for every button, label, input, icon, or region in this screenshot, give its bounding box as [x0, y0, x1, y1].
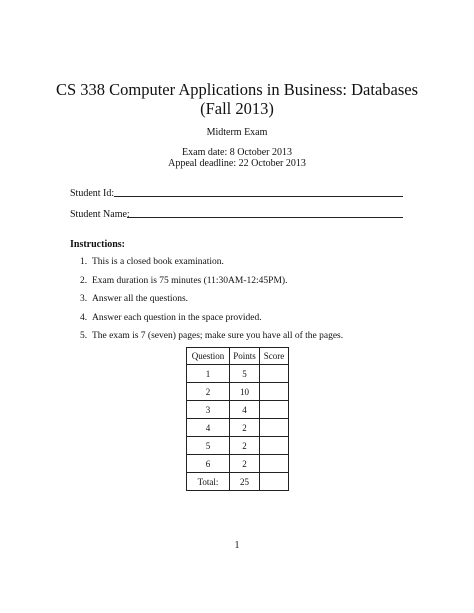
student-name-blank — [127, 217, 403, 218]
appeal-deadline: Appeal deadline: 22 October 2013 — [168, 158, 306, 169]
points-cell: 5 — [230, 365, 260, 383]
instruction-item — [80, 331, 343, 341]
score-cell — [260, 419, 289, 437]
question-cell: 6 — [187, 455, 230, 473]
total-points: 25 — [230, 473, 260, 491]
instruction-number: 4. — [80, 313, 88, 323]
score-cell — [260, 437, 289, 455]
points-cell: 4 — [230, 401, 260, 419]
instruction-item — [80, 313, 262, 323]
question-cell: 3 — [187, 401, 230, 419]
total-label: Total: — [187, 473, 230, 491]
points-cell: 2 — [230, 437, 260, 455]
instruction-item — [80, 294, 188, 304]
instruction-text: Answer each question in the space provided. — [92, 313, 262, 323]
page-number: 1 — [234, 540, 240, 551]
exam-date: Exam date: 8 October 2013 — [182, 147, 292, 158]
table-row — [187, 401, 289, 419]
total-score — [260, 473, 289, 491]
instruction-item — [80, 276, 287, 286]
question-cell: 4 — [187, 419, 230, 437]
question-cell: 5 — [187, 437, 230, 455]
instruction-number: 1. — [80, 257, 88, 267]
header-points: Points — [230, 348, 260, 365]
score-cell — [260, 365, 289, 383]
table-row — [187, 383, 289, 401]
question-cell: 1 — [187, 365, 230, 383]
score-cell — [260, 401, 289, 419]
total-row — [187, 473, 289, 491]
student-id-label: Student Id: — [70, 188, 115, 199]
table-row — [187, 419, 289, 437]
instruction-number: 2. — [80, 276, 88, 286]
points-cell: 2 — [230, 419, 260, 437]
term-title: (Fall 2013) — [200, 99, 274, 118]
instruction-item — [80, 257, 224, 267]
points-cell: 10 — [230, 383, 260, 401]
course-title: CS 338 Computer Applications in Business: Databases — [55, 80, 419, 99]
table-row — [187, 365, 289, 383]
instruction-number: 5. — [80, 331, 88, 341]
instruction-text: This is a closed book examination. — [92, 257, 224, 267]
header-question: Question — [187, 348, 230, 365]
table-row — [187, 455, 289, 473]
instruction-text: The exam is 7 (seven) pages; make sure you have all of the pages. — [92, 331, 344, 341]
points-cell: 2 — [230, 455, 260, 473]
table-row — [187, 437, 289, 455]
question-cell: 2 — [187, 383, 230, 401]
header-score: Score — [260, 348, 289, 365]
score-table — [186, 347, 289, 491]
exam-type: Midterm Exam — [206, 127, 268, 138]
score-table-header-row — [187, 348, 289, 365]
instruction-text: Answer all the questions. — [92, 294, 189, 304]
instruction-number: 3. — [80, 294, 88, 304]
instructions-heading: Instructions: — [70, 239, 126, 250]
student-name-label: Student Name: — [70, 209, 130, 220]
student-id-blank — [114, 196, 403, 197]
score-cell — [260, 383, 289, 401]
instruction-text: Exam duration is 75 minutes (11:30AM-12:45PM). — [92, 276, 288, 286]
score-cell — [260, 455, 289, 473]
